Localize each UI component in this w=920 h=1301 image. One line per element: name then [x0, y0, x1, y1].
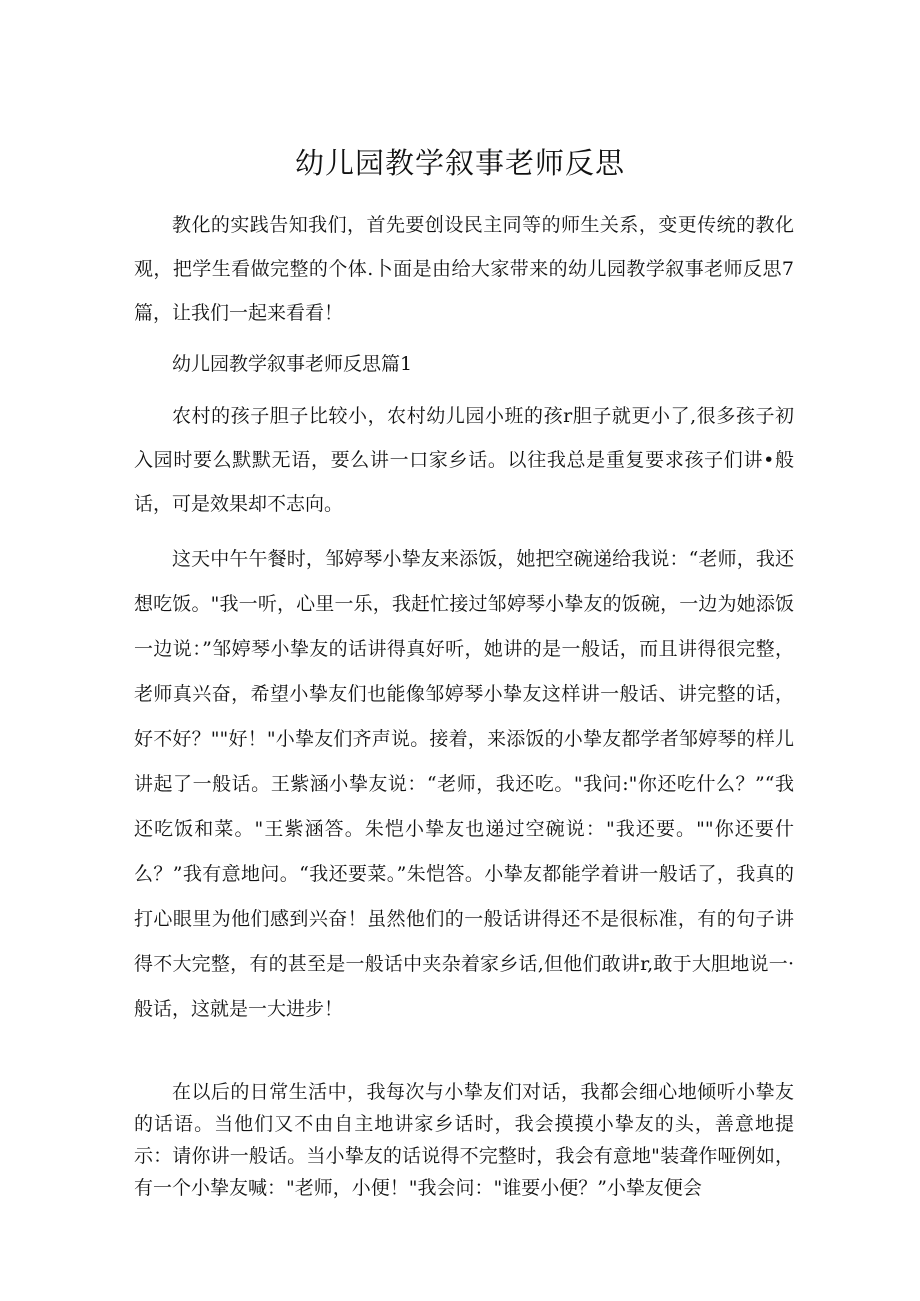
body-paragraph-3: 在以后的日常生活中，我每次与小挚友们对话，我都会细心地倾听小挚友的话语。当他们又不由自主地讲家乡话时，我会摸摸小挚友的头，善意地提示：请你讲一般话。当小挚友的话说得不完整时，我会有意地"装聋作哑例如，有一个小挚友喊："老师，小便！"我会问："谁要小便？”小挚友便会: [134, 1081, 794, 1199]
body-paragraph-1: 农村的孩子胆子比较小，农村幼儿园小班的孩r胆子就更小了,很多孩子初入园时要么默默无语，要么讲一口家乡话。以往我总是重复要求孩子们讲•般话，可是效果却不志向。: [134, 405, 794, 515]
section-heading: 幼儿园教学叙事老师反思篇1: [172, 353, 413, 375]
intro-paragraph: 教化的实践告知我们，首先要创设民主同等的师生关系，变更传统的教化观，把学生看做完整的个体.卜面是由给大家带来的幼儿园教学叙事老师反思7篇，让我们一起来看看！: [134, 214, 794, 324]
document-title: 幼儿园教学叙事老师反思: [294, 146, 625, 180]
body-paragraph-2: 这天中午午餐时，邹婷琴小挚友来添饭，她把空碗递给我说：“老师，我还想吃饭。"我一听，心里一乐，我赶忙接过邹婷琴小挚友的饭碗，一边为她添饭一边说：”邹婷琴小挚友的话讲得真好听，她讲的是一般话，而且讲得很完整，老师真兴奋，希望小挚友们也能像邹婷琴小挚友这样讲一般话、讲完整的话，好不好？""好！"小挚友们齐声说。接着，来添饭的小挚友都学者邹婷琴的样儿讲起了一般话。王紫涵小挚友说：“老师，我还吃。"我问:"你还吃什么？”“我还吃饭和菜。"王紫涵答。朱恺小挚友也递过空碗说："我还要。""你还要什么？”我有意地问。“我还要菜。”朱恺答。小挚友都能学着讲一般话了，我真的打心眼里为他们感到兴奋！虽然他们的一般话讲得还不是很标准，有的句子讲得不大完整，有的甚至是一般话中夹杂着家乡话,但他们敢讲r,敢于大胆地说一·般话，这就是一大进步！: [134, 548, 794, 1020]
